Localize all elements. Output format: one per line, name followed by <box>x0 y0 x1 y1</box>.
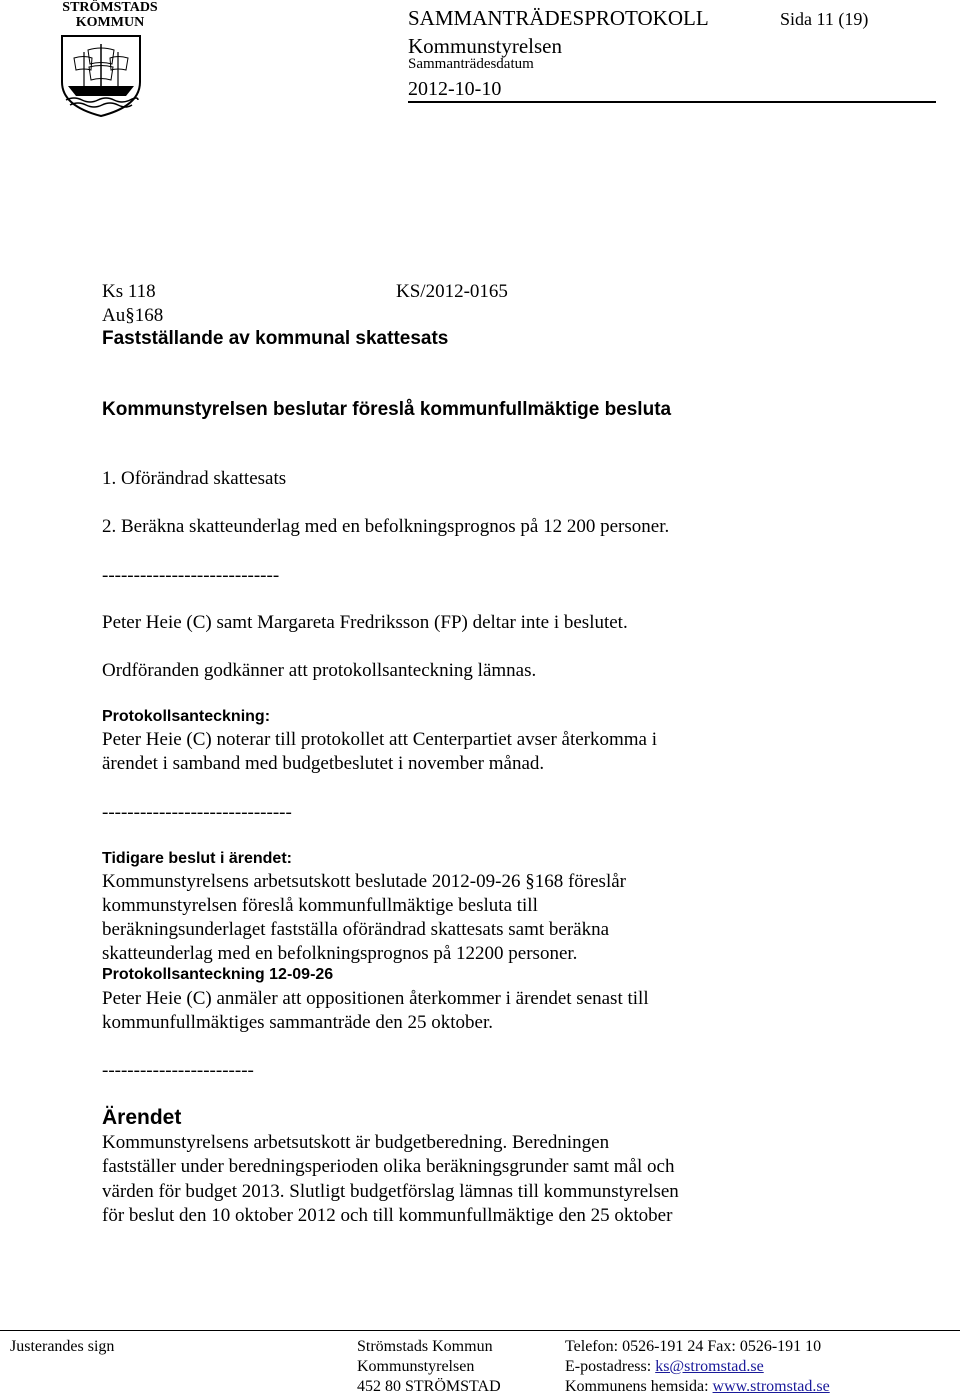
au-number: Au§168 <box>102 305 164 326</box>
website-label: Kommunens hemsida: <box>565 1378 713 1395</box>
address-line-1: Strömstads Kommun <box>357 1338 493 1355</box>
case-title: Fastställande av kommunal skattesats <box>102 328 449 349</box>
matter-line-2: fastställer under beredningsperioden olika beräkningsgrunder samt mål och <box>102 1156 675 1177</box>
previous-line-4: skatteunderlag med en befolkningsprognos på 12200 personer. <box>102 943 578 964</box>
website-line <box>565 1377 830 1397</box>
municipality-name-line1: STRÖMSTADS <box>62 0 158 15</box>
meeting-date: 2012-10-10 <box>408 78 502 100</box>
matter-line-4: för beslut den 10 oktober 2012 och till kommunfullmäktige den 25 oktober <box>102 1205 673 1226</box>
separator-1: ---------------------------- <box>102 565 280 586</box>
decision-item-1: 1. Oförändrad skattesats <box>102 468 287 489</box>
signature-label: Justerandes sign <box>10 1338 115 1355</box>
decision-heading: Kommunstyrelsen beslutar föreslå kommunfullmäktige besluta <box>102 399 672 420</box>
not-participating-note: Peter Heie (C) samt Margareta Fredriksson (FP) deltar inte i beslutet. <box>102 612 628 633</box>
previous-line-2: kommunstyrelsen föreslå kommunfullmäktige besluta till <box>102 895 538 916</box>
ship-emblem-icon <box>60 34 142 118</box>
matter-line-3: värden för budget 2013. Slutligt budgetförslag lämnas till kommunstyrelsen <box>102 1181 679 1202</box>
diary-number: KS/2012-0165 <box>396 281 508 302</box>
organization-name: Kommunstyrelsen <box>408 34 562 58</box>
website-link[interactable]: www.stromstad.se <box>712 1378 830 1395</box>
previous-note-line-1: Peter Heie (C) anmäler att oppositionen återkommer i ärendet senast till <box>102 988 649 1009</box>
protocol-note-line-1: Peter Heie (C) noterar till protokollet att Centerpartiet avser återkomma i <box>102 729 658 750</box>
address-line-2: Kommunstyrelsen <box>357 1358 475 1375</box>
document-type: SAMMANTRÄDESPROTOKOLL <box>408 6 709 30</box>
protocol-note-heading: Protokollsanteckning: <box>102 708 271 725</box>
page-number: Sida 11 (19) <box>780 9 869 29</box>
address-line-3: 452 80 STRÖMSTAD <box>357 1378 501 1395</box>
ks-number: Ks 118 <box>102 281 156 302</box>
matter-line-1: Kommunstyrelsens arbetsutskott är budgetberedning. Beredningen <box>102 1132 610 1153</box>
previous-note-heading: Protokollsanteckning 12-09-26 <box>102 966 334 983</box>
protocol-note-line-2: ärendet i samband med budgetbeslutet i november månad. <box>102 753 545 774</box>
previous-note-line-2: kommunfullmäktiges sammanträde den 25 oktober. <box>102 1012 494 1033</box>
previous-line-3: beräkningsunderlaget fastställa oförändrad skattesats samt beräkna <box>102 919 610 940</box>
separator-2: ------------------------------ <box>102 802 292 823</box>
meeting-date-label: Sammanträdesdatum <box>408 56 534 72</box>
email-label: E-postadress: <box>565 1358 656 1375</box>
header-divider <box>408 101 936 103</box>
municipality-name-line2: KOMMUN <box>75 15 145 30</box>
previous-decision-heading: Tidigare beslut i ärendet: <box>102 850 292 867</box>
chair-approval: Ordföranden godkänner att protokollsanteckning lämnas. <box>102 660 537 681</box>
email-line <box>565 1357 764 1377</box>
separator-3: ------------------------ <box>102 1060 254 1081</box>
decision-item-2: 2. Beräkna skatteunderlag med en befolkningsprognos på 12 200 personer. <box>102 516 670 537</box>
phone-fax: Telefon: 0526-191 24 Fax: 0526-191 10 <box>565 1338 822 1355</box>
previous-line-1: Kommunstyrelsens arbetsutskott beslutade 2012-09-26 §168 föreslår <box>102 871 626 892</box>
footer-divider <box>0 1330 960 1331</box>
email-link[interactable]: ks@stromstad.se <box>655 1358 764 1375</box>
matter-heading: Ärendet <box>102 1106 182 1129</box>
